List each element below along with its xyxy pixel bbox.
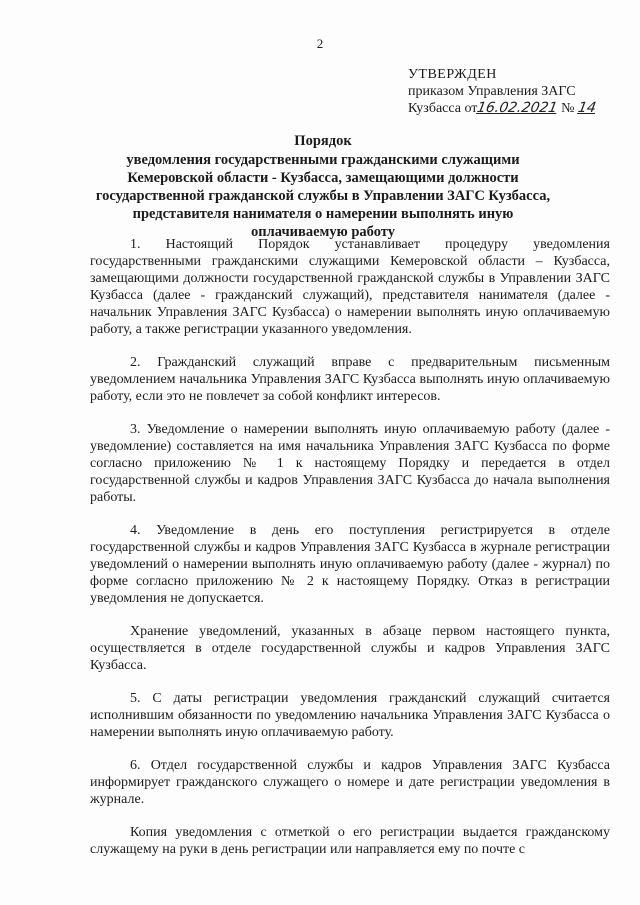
approval-title: УТВЕРЖДЕН: [408, 67, 497, 82]
paragraph: Хранение уведомлений, указанных в абзаце первом настоящего пункта, осуществляется в отделе государственной службы и кадров Управления ЗАГС Кузбасса.: [90, 624, 610, 673]
paragraph: 4. Уведомление в день его поступления регистрируется в отделе государственной службы и кадров Управления ЗАГС Кузбасса в журнале регистрации уведомлений о намерении выполнять иную оплачиваемую работу (далее - журнал) по форме согласно приложению № 2 к настоящему Порядку. Отказ в регистрации уведомления не допускается.: [90, 523, 610, 606]
paragraph: Копия уведомления с отметкой о его регистрации выдается гражданскому служащему на руки в день регистрации или направляется ему по почте с: [90, 825, 610, 857]
handwritten-date: 16.02.2021: [476, 100, 560, 116]
approval-line-1: приказом Управления ЗАГС: [408, 84, 576, 99]
handwritten-number: 14: [576, 100, 598, 116]
heading-title: Порядок: [294, 133, 352, 149]
document-body: [90, 236, 610, 874]
document-heading: [88, 132, 558, 241]
paragraph: 5. С даты регистрации уведомления гражданский служащий считается исполнившим обязанности по уведомлению начальника Управления ЗАГС Кузбасса о намерении выполнять иную оплачиваемую работу.: [90, 691, 610, 740]
heading-subtitle: уведомления государственными гражданскими служащими Кемеровской области - Кузбасса, замещающими должности государственной гражданской службы в Управлении ЗАГС Кузбасса, представителя нанимателя о намерении выполнять иную оплачиваемую работу: [95, 152, 551, 240]
approval-number-sign: №: [561, 101, 575, 116]
paragraph: 2. Гражданский служащий вправе с предварительным письменным уведомлением начальника Управления ЗАГС Кузбасса выполнять иную оплачиваемую работу, если это не повлечет за собой конфликт интересов.: [90, 355, 610, 404]
approval-block: [408, 66, 628, 117]
paragraph: 3. Уведомление о намерении выполнять иную оплачиваемую работу (далее - уведомление) составляется на имя начальника Управления ЗАГС Кузбасса по форме согласно приложению № 1 к настоящему Порядку и передается в отдел государственной службы и кадров Управления ЗАГС Кузбасса до начала выполнения работы.: [90, 422, 610, 505]
approval-date-prefix: Кузбасса от: [408, 101, 478, 116]
paragraph: 1. Настоящий Порядок устанавливает процедуру уведомления государственными гражданскими служащими Кемеровской области – Кузбасса, замещающими должности государственной гражданской службы в Управлении ЗАГС Кузбасса (далее - гражданский служащий), представителя нанимателя (далее - начальник Управления ЗАГС Кузбасса) о намерении выполнять иную оплачиваемую работу, а также регистрации указанного уведомления.: [90, 237, 610, 337]
paragraph: 6. Отдел государственной службы и кадров Управления ЗАГС Кузбасса информирует гражданского служащего о номере и дате регистрации уведомления в журнале.: [90, 758, 610, 807]
page-number: 2: [316, 36, 324, 51]
approval-line-2: [408, 100, 628, 117]
